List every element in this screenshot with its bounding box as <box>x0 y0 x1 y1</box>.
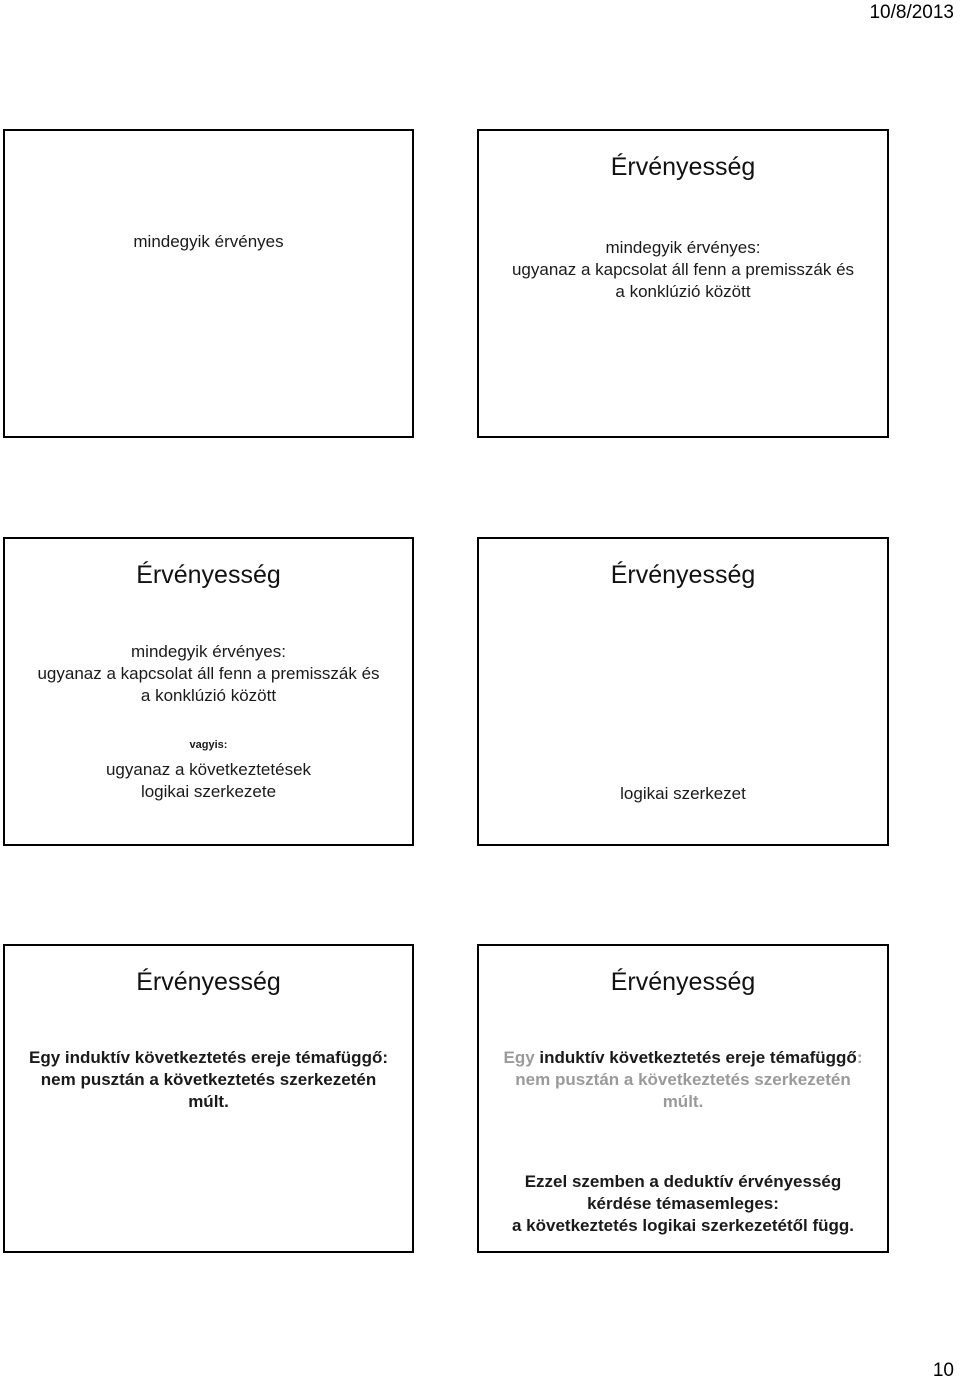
slide-6-title: Érvényesség <box>610 968 756 996</box>
slide-5-line: Egy induktív következtetés ereje témafüggő: <box>29 1048 388 1067</box>
slide-1-body <box>5 231 412 253</box>
slide-5-line: múlt. <box>188 1092 229 1111</box>
slide-2-line: mindegyik érvényes: <box>605 238 761 257</box>
slide-3-body <box>5 641 412 707</box>
slide-3-conclusion-line: logikai szerkezete <box>140 782 277 801</box>
slide-3-line: a konklúzió között <box>140 686 277 705</box>
slide-6-body <box>479 1047 887 1113</box>
slide-6-faded-line: múlt. <box>662 1092 704 1111</box>
slide-6-conclusion-line: kérdése témasemleges: <box>587 1194 779 1213</box>
slide-2-line: ugyanaz a kapcsolat áll fenn a premisszák és <box>511 260 855 279</box>
slide-2 <box>477 129 889 438</box>
slide-6-line-1 <box>479 1047 887 1069</box>
slide-6-line-1-bold-mid: induktív következtetés ereje témafüggő <box>539 1048 857 1067</box>
slide-5 <box>3 944 414 1253</box>
slide-5-title: Érvényesség <box>136 968 281 996</box>
slide-2-line: a konklúzió között <box>615 282 751 301</box>
slide-4-body <box>479 783 887 805</box>
slide-2-body <box>479 237 887 303</box>
slide-3 <box>3 537 414 846</box>
slide-1 <box>3 129 414 438</box>
slide-6-line-1-gray-start: Egy <box>503 1048 540 1067</box>
slide-4-body-text: logikai szerkezet <box>620 784 746 803</box>
slide-3-conclusion-line: ugyanaz a következtetések <box>105 760 312 779</box>
slide-6-conclusion-line: Ezzel szemben a deduktív érvényesség <box>524 1172 842 1191</box>
slide-1-body-text: mindegyik érvényes <box>133 232 284 251</box>
slide-4 <box>477 537 889 846</box>
slide-6-conclusion-line: a következtetés logikai szerkezetétől függ. <box>511 1216 854 1235</box>
slide-2-title: Érvényesség <box>610 153 756 181</box>
slide-4-title: Érvényesség <box>610 561 756 589</box>
slide-3-conclusion <box>5 759 412 803</box>
slide-3-line: ugyanaz a kapcsolat áll fenn a premisszák és <box>37 664 380 683</box>
header-date: 10/8/2013 <box>869 2 954 23</box>
slide-6 <box>477 944 889 1253</box>
slide-5-body <box>5 1047 412 1113</box>
slide-3-title: Érvényesség <box>136 561 281 589</box>
slide-3-note: vagyis: <box>189 739 228 751</box>
slide-6-conclusion <box>479 1171 887 1237</box>
page-number: 10 <box>932 1360 954 1381</box>
slide-5-line: nem pusztán a következtetés szerkezetén <box>40 1070 377 1089</box>
slide-6-line-1-gray-end: : <box>856 1048 863 1067</box>
slide-6-faded-line: nem pusztán a következtetés szerkezetén <box>515 1070 851 1089</box>
slide-3-line: mindegyik érvényes: <box>131 642 286 661</box>
